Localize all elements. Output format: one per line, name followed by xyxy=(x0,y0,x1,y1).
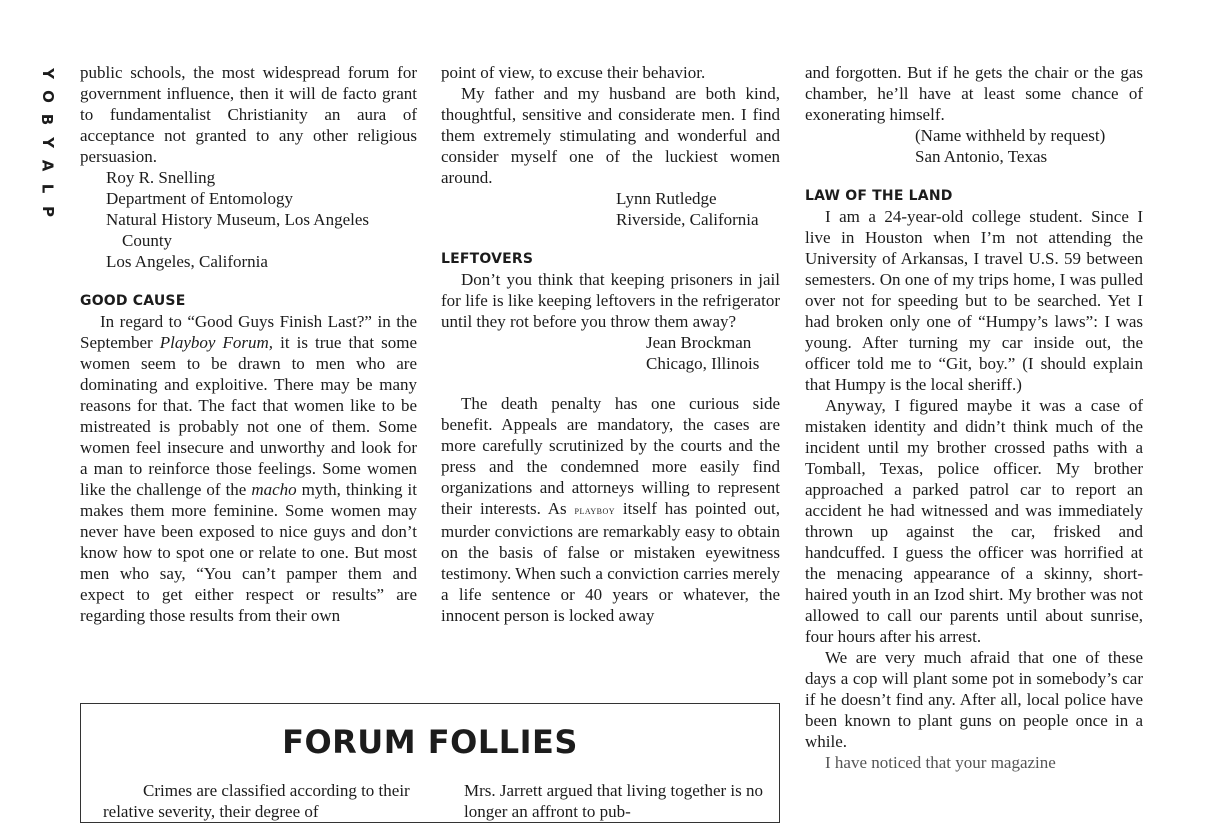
paragraph: In regard to “Good Guys Finish Last?” in the September Playboy Forum, it is true that some women seem to be drawn to men who are dominating and exploitive. There may be many reasons for that. The fact that women like to be mistreated is probably not one of them. Some women feel insecure and unworthy and look for a man to reinforce those feelings. Some women like the challenge of the macho myth, thinking it makes them more feminine. Some women may never have been exposed to nice guys and don’t know how to spot one or relate to one. But most men who say, “You can’t pamper them and expect to get either respect or results” are regarding those results from their own xyxy=(80,312,417,625)
brand-letter: Y xyxy=(38,137,57,148)
column-3 xyxy=(805,62,1143,773)
brand-letter: A xyxy=(38,159,57,172)
follies-column-2: Mrs. Jarrett argued that living together is no longer an affront to pub- xyxy=(464,781,764,821)
forum-follies-title: FORUM FOLLIES xyxy=(282,723,578,761)
brand-letter: P xyxy=(38,206,57,217)
section-heading-good-cause: GOOD CAUSE xyxy=(80,293,186,309)
brand-letter: B xyxy=(38,113,57,126)
paragraph: My father and my husband are both kind, thoughtful, sensitive and considerate men. I find them extremely stimulating and wonderful and consider myself one of the luckiest women around. xyxy=(441,84,780,187)
paragraph: We are very much afraid that one of these days a cop will plant some pot in somebody’s car if he doesn’t find any. After all, local police have been known to plant guns on people once in a while. xyxy=(805,648,1143,751)
signature-withheld: (Name withheld by request) San Antonio, Texas xyxy=(915,126,1106,166)
follies-column-1: Crimes are classified according to their relative severity, their degree of xyxy=(103,781,410,821)
signature-snelling: Roy R. Snelling Department of Entomology Natural History Museum, Los Angeles County Los Angeles, California xyxy=(106,168,369,271)
paragraph-cut: I have noticed that your magazine xyxy=(825,753,1056,772)
forum-follies-box xyxy=(80,703,780,823)
paragraph: Anyway, I figured maybe it was a case of mistaken identity and didn’t think much of the incident until my brother crossed paths with a Tomball, Texas, police officer. My brother approached a parked patrol car to report an accident he had witnessed and was immediately thrown up against the car, frisked and handcuffed. I guess the officer was horrified at the menacing appearance of a skinny, short-haired youth in an Izod shirt. My brother was not allowed to call our parents until about sunrise, four hours after his arrest. xyxy=(805,396,1143,646)
brand-letter: O xyxy=(38,90,57,103)
signature-brockman: Jean Brockman Chicago, Illinois xyxy=(646,333,760,373)
section-heading-leftovers: LEFTOVERS xyxy=(441,251,534,267)
vertical-brand-logo xyxy=(34,62,60,223)
column-1 xyxy=(80,62,417,626)
paragraph: public schools, the most widespread forum for government influence, then it will de facto grant to fundamentalist Christianity an aura of acceptance not granted to any other religious persuasion. xyxy=(80,63,417,166)
section-heading-law-of-the-land: LAW OF THE LAND xyxy=(805,188,953,204)
brand-letter: Y xyxy=(38,68,57,79)
column-2 xyxy=(441,62,780,626)
paragraph: The death penalty has one curious side benefit. Appeals are mandatory, the cases are more carefully scrutinized by the courts and the press and the condemned more easily find organizations and attorneys willing to represent their interests. As playboy itself has pointed out, murder convictions are remarkably easy to obtain on the basis of false or mistaken eyewitness testimony. When such a conviction carries merely a life sentence or 40 years or whatever, the innocent person is locked away xyxy=(441,394,781,625)
paragraph: and forgotten. But if he gets the chair or the gas chamber, he’ll have at least some chance of exonerating himself. xyxy=(805,63,1143,124)
paragraph: Don’t you think that keeping prisoners in jail for life is like keeping leftovers in the refrigerator until they rot before you throw them away? xyxy=(441,270,780,331)
brand-letter: L xyxy=(38,183,57,194)
signature-rutledge: Lynn Rutledge Riverside, California xyxy=(616,189,759,229)
paragraph: I am a 24-year-old college student. Since I live in Houston when I’m not attending the University of Arkansas, I travel U.S. 59 between semesters. On one of my trips home, I was pulled over not for speeding but to be searched. Yet I had broken only one of “Humpy’s laws”: I was young. After turning my car inside out, the officer told me to “Git, boy.” (I should explain that Humpy is the local sheriff.) xyxy=(805,207,1143,394)
paragraph: point of view, to excuse their behavior. xyxy=(441,63,706,82)
